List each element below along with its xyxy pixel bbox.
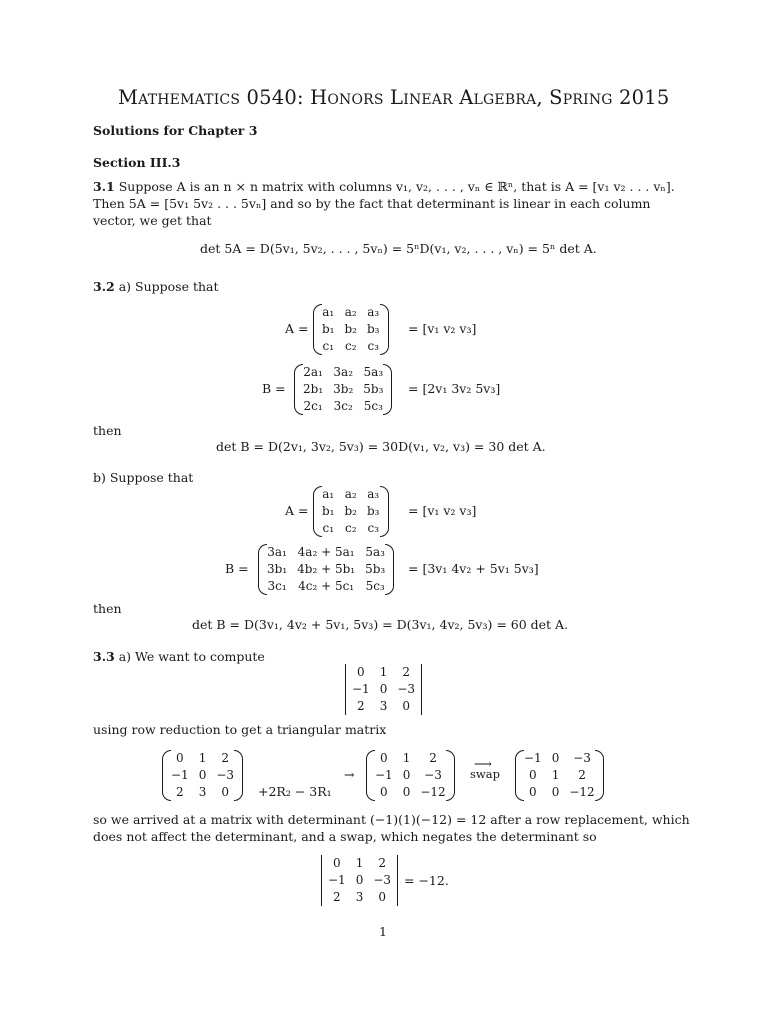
matrix-b-rhs: = [2v₁ 3v₂ 5v₃] bbox=[408, 381, 501, 396]
matrix-b-lhs: B = bbox=[262, 381, 286, 396]
problem-number: 3.3 bbox=[93, 649, 115, 664]
matrix-a-b-lhs: A = bbox=[285, 503, 309, 518]
problem-3-2-intro-a bbox=[93, 278, 219, 295]
determinant-table: 0 1 2 −1 0 −3 2 3 0 bbox=[328, 856, 392, 904]
matrix-a bbox=[317, 304, 385, 355]
conclusion-line2: does not affect the determinant, and a swap, which negates the determinant so bbox=[93, 829, 597, 844]
swap-arrow-icon: ⟶ bbox=[474, 756, 492, 771]
row-matrix-1 bbox=[166, 750, 239, 801]
section-heading: Section III.3 bbox=[93, 155, 181, 170]
problem-3-2-intro-b: b) Suppose that bbox=[93, 470, 194, 485]
matrix-a-b bbox=[317, 486, 385, 537]
matrix-table: 0 1 2 −1 0 −3 0 0 −12 bbox=[375, 751, 446, 799]
problem-3-3-intro bbox=[93, 648, 265, 665]
problem-text: Suppose A is an n × n matrix with columns v₁, v₂, . . . , vₙ ∈ ℝⁿ, that is A = [v₁ v₂ . . . vₙ]. bbox=[118, 179, 675, 194]
matrix-table: −1 0 −3 0 1 2 0 0 −12 bbox=[524, 751, 595, 799]
matrix-b-b-rhs: = [3v₁ 4v₂ + 5v₁ 5v₃] bbox=[408, 561, 539, 576]
matrix-table: a₁ a₂ a₃ b₁ b₂ b₃ c₁ c₂ c₃ bbox=[322, 487, 380, 535]
determinant-result: = −12. bbox=[404, 873, 449, 888]
matrix-b-b bbox=[262, 544, 390, 595]
equation-det-5a: det 5A = D(5v₁, 5v₂, . . . , 5vₙ) = 5ⁿD(v₁, v₂, . . . , vₙ) = 5ⁿ det A. bbox=[200, 241, 597, 256]
matrix-b-b-lhs: B = bbox=[225, 561, 249, 576]
then-label-b: then bbox=[93, 601, 122, 616]
matrix-table: a₁ a₂ a₃ b₁ b₂ b₃ c₁ c₂ c₃ bbox=[322, 305, 380, 353]
row-matrix-2 bbox=[370, 750, 451, 801]
page-number: 1 bbox=[379, 924, 387, 939]
problem-text: a) We want to compute bbox=[118, 649, 265, 664]
arrow-icon: → bbox=[344, 767, 355, 782]
chapter-heading: Solutions for Chapter 3 bbox=[93, 123, 258, 138]
matrix-a-b-rhs: = [v₁ v₂ v₃] bbox=[408, 503, 477, 518]
row-operation-label: +2R₂ − 3R₁ bbox=[258, 784, 332, 799]
matrix-a-rhs: = [v₁ v₂ v₃] bbox=[408, 321, 477, 336]
page-title: Mathematics 0540: Honors Linear Algebra, Spring 2015 bbox=[118, 86, 670, 109]
problem-text: a) Suppose that bbox=[118, 279, 219, 294]
determinant-1 bbox=[347, 664, 420, 715]
determinant-2 bbox=[323, 855, 396, 906]
problem-number: 3.1 bbox=[93, 179, 115, 194]
then-label: then bbox=[93, 423, 122, 438]
problem-3-1-line2: Then 5A = [5v₁ 5v₂ . . . 5vₙ] and so by the fact that determinant is linear in each column bbox=[93, 196, 651, 211]
matrix-table: 2a₁ 3a₂ 5a₃ 2b₁ 3b₂ 5b₃ 2c₁ 3c₂ 5c₃ bbox=[303, 365, 384, 413]
matrix-b bbox=[298, 364, 388, 415]
determinant-table: 0 1 2 −1 0 −3 2 3 0 bbox=[352, 665, 416, 713]
conclusion-line1: so we arrived at a matrix with determinant (−1)(1)(−12) = 12 after a row replacement, which bbox=[93, 812, 690, 827]
row-reduction-text: using row reduction to get a triangular matrix bbox=[93, 722, 387, 737]
equation-det-b-a: det B = D(2v₁, 3v₂, 5v₃) = 30D(v₁, v₂, v₃) = 30 det A. bbox=[216, 439, 546, 454]
problem-number: 3.2 bbox=[93, 279, 115, 294]
problem-3-1-line3: vector, we get that bbox=[93, 213, 212, 228]
matrix-table: 0 1 2 −1 0 −3 2 3 0 bbox=[171, 751, 235, 799]
matrix-table: 3a₁ 4a₂ + 5a₁ 5a₃ 3b₁ 4b₂ + 5b₁ 5b₃ 3c₁ 4c₂ + 5c₁ 5c₃ bbox=[267, 545, 386, 593]
row-matrix-3 bbox=[519, 750, 600, 801]
matrix-a-lhs: A = bbox=[285, 321, 309, 336]
swap-label: swap bbox=[470, 767, 500, 781]
equation-det-b-b: det B = D(3v₁, 4v₂ + 5v₁, 5v₃) = D(3v₁, 4v₂, 5v₃) = 60 det A. bbox=[192, 617, 569, 632]
problem-3-1-line1 bbox=[93, 178, 675, 195]
